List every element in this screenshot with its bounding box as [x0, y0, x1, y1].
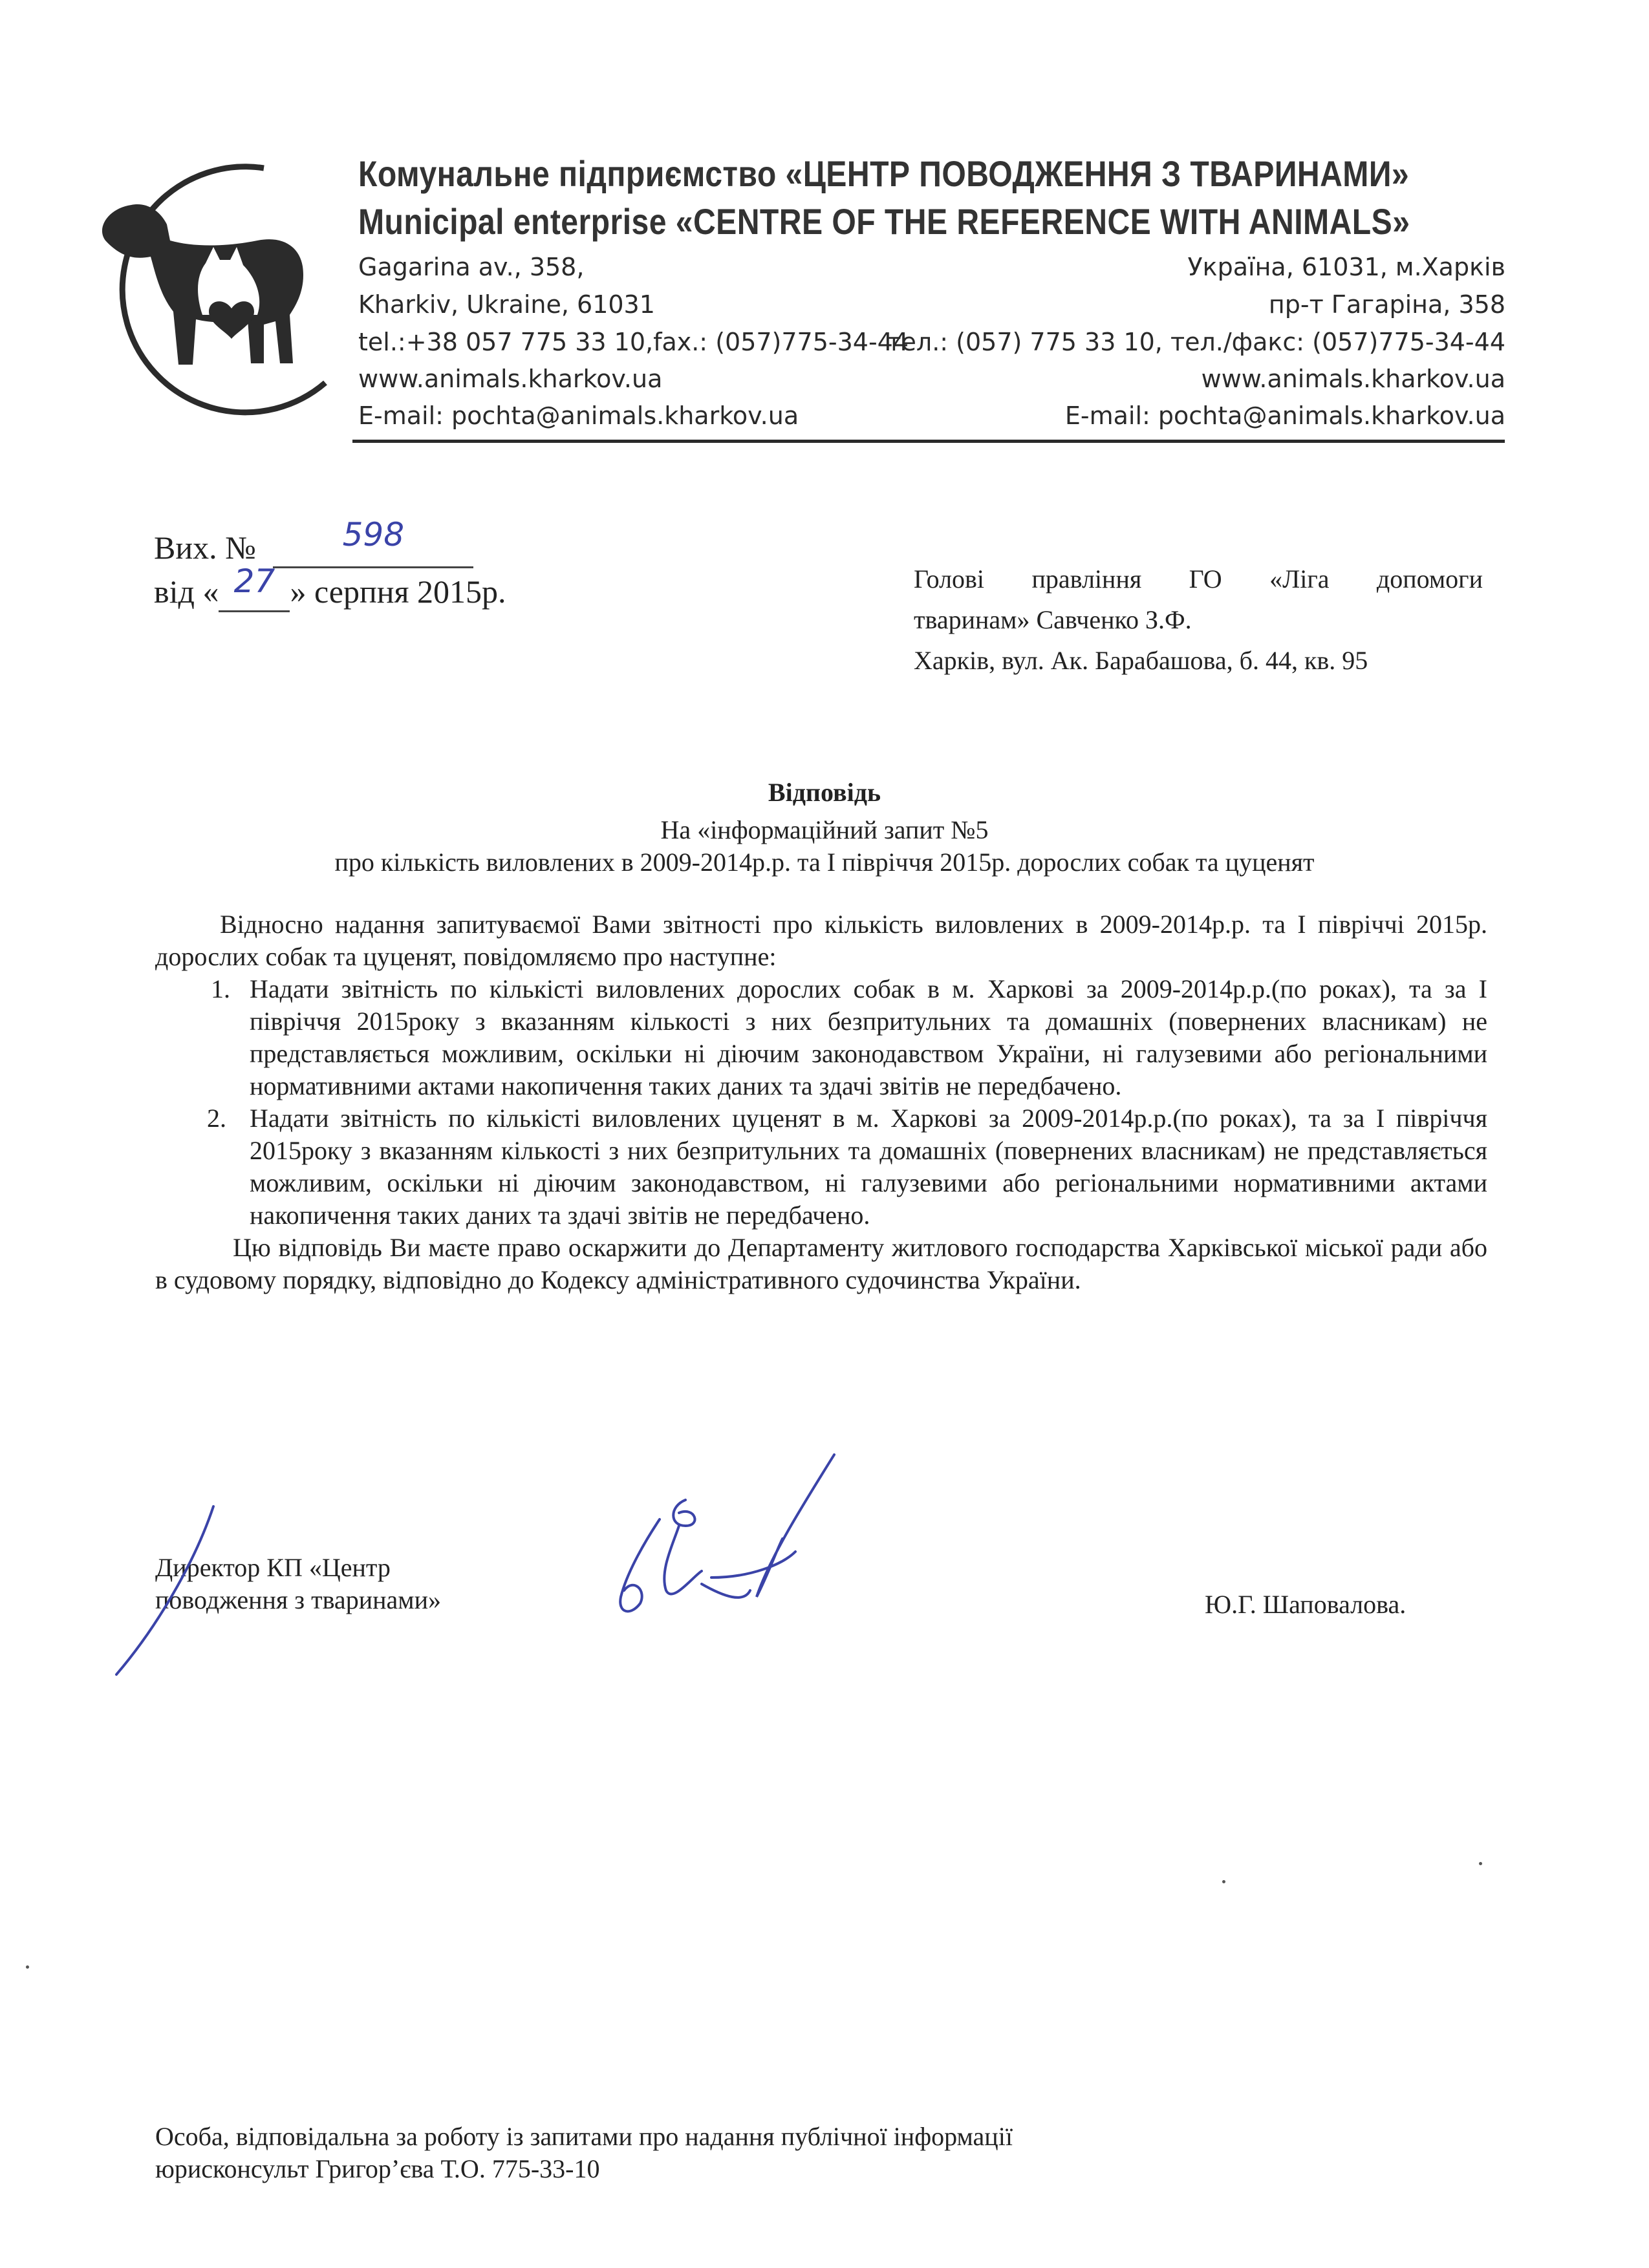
signatory-title: [155, 1552, 441, 1616]
body-intro: Відносно надання запитуваємої Вами звітності про кількість виловлених в 2009-2014р.р. та І півріччі 2015р. дорослих собак та цуценят, повідомляємо про наступне:: [155, 910, 1487, 971]
letterhead-left-line: www.animals.kharkov.ua: [358, 365, 663, 393]
outgoing-number-label: Вих. №: [154, 530, 256, 566]
addressee-line: Голові правління ГО «Ліга допомоги: [914, 564, 1483, 594]
document-subject: про кількість виловлених в 2009-2014р.р. та І півріччя 2015р. дорослих собак та цуценят: [334, 848, 1315, 877]
letterhead-title-en: Municipal enterprise «CENTRE OF THE REFERENCE WITH ANIMALS»: [358, 201, 1410, 242]
signatory-title-line: Директор КП «Центр: [155, 1553, 391, 1582]
letterhead-divider: [352, 440, 1505, 443]
footer-contact: [155, 2121, 1013, 2185]
signatory-title-line: поводження з тваринами»: [155, 1585, 441, 1614]
addressee-line: Харків, вул. Ак. Барабашова, б. 44, кв. 95: [914, 646, 1368, 675]
outgoing-number: [154, 516, 473, 568]
list-item-text: Надати звітність по кількісті виловлених цуценят в м. Харкові за 2009-2014р.р.(по роках), та за І півріччя 2015року з вказанням кількості з них безпритульних та домашніх (повернених власникам) не представляється можливим, оскільки ні діючим законодавством, ні галузевими або регіональними нормативними актами накопичення таких даних та здачі звітів не передбачено.: [250, 1104, 1487, 1230]
letterhead-left-line: E-mail: pochta@animals.kharkov.ua: [358, 401, 799, 430]
scan-dot: [1222, 1880, 1225, 1883]
signatory-name: Ю.Г. Шаповалова.: [1205, 1590, 1406, 1619]
letterhead-right-line: E-mail: pochta@animals.kharkov.ua: [1064, 401, 1505, 430]
date-prefix: від «: [154, 573, 219, 610]
letterhead-left-line: Kharkiv, Ukraine, 61031: [358, 290, 655, 319]
outgoing-number-value: 598: [342, 516, 405, 553]
scan-dot: [26, 1965, 29, 1969]
date-day-value: 27: [233, 562, 275, 600]
date-suffix: » серпня 2015р.: [290, 573, 506, 610]
footer-line: юрисконсульт Григор’єва Т.О. 775-33-10: [155, 2154, 600, 2183]
addressee-block: [914, 559, 1483, 681]
outgoing-number-field: [273, 516, 473, 568]
date-day-field: [219, 562, 290, 612]
body-closing: Цю відповідь Ви маєте право оскаржити до Департаменту житлового господарства Харківської міської ради або в судовому порядку, відповідно до Кодексу адміністративного судочинства України.: [155, 1233, 1487, 1294]
list-item: [155, 973, 1487, 1102]
list-item-text: Надати звітність по кількісті виловлених дорослих собак в м. Харкові за 2009-2014р.р.(по роках), та за І півріччя 2015року з вказанням кількості з них безпритульних та домашніх (повернених власникам) не представляється можливим, оскільки ні діючим законодавством України, ні галузевими або регіональними нормативними актами накопичення таких даних та здачі звітів не передбачено.: [250, 974, 1487, 1100]
letter-body: [155, 908, 1487, 1296]
letterhead-title-uk: Комунальне підприємство «ЦЕНТР ПОВОДЖЕННЯ З ТВАРИНАМИ»: [358, 153, 1410, 194]
letterhead-right-line: тел.: (057) 775 33 10, тел./факс: (057)775-34-44: [887, 328, 1505, 356]
footer-line: Особа, відповідальна за роботу із запитами про надання публічної інформації: [155, 2122, 1013, 2151]
letterhead-right-line: пр-т Гагаріна, 358: [1268, 290, 1505, 319]
letterhead-right-line: Україна, 61031, м.Харків: [1187, 253, 1505, 281]
list-item-number: 2.: [207, 1104, 226, 1133]
letterhead-right-line: www.animals.kharkov.ua: [1201, 365, 1505, 393]
addressee-line: тваринам» Савченко З.Ф.: [914, 605, 1192, 634]
scan-dot: [1479, 1862, 1482, 1865]
outgoing-date: [154, 562, 506, 612]
letterhead-left-line: tel.:+38 057 775 33 10,fax.: (057)775-34-44: [358, 328, 909, 356]
animal-logo-icon: [70, 150, 341, 422]
document-subtitle: На «інформаційний запит №5: [660, 815, 989, 844]
list-item: [155, 1102, 1487, 1232]
letterhead-left-line: Gagarina av., 358,: [358, 253, 585, 281]
document-title: Відповідь: [768, 778, 881, 807]
list-item-number: 1.: [211, 974, 230, 1003]
